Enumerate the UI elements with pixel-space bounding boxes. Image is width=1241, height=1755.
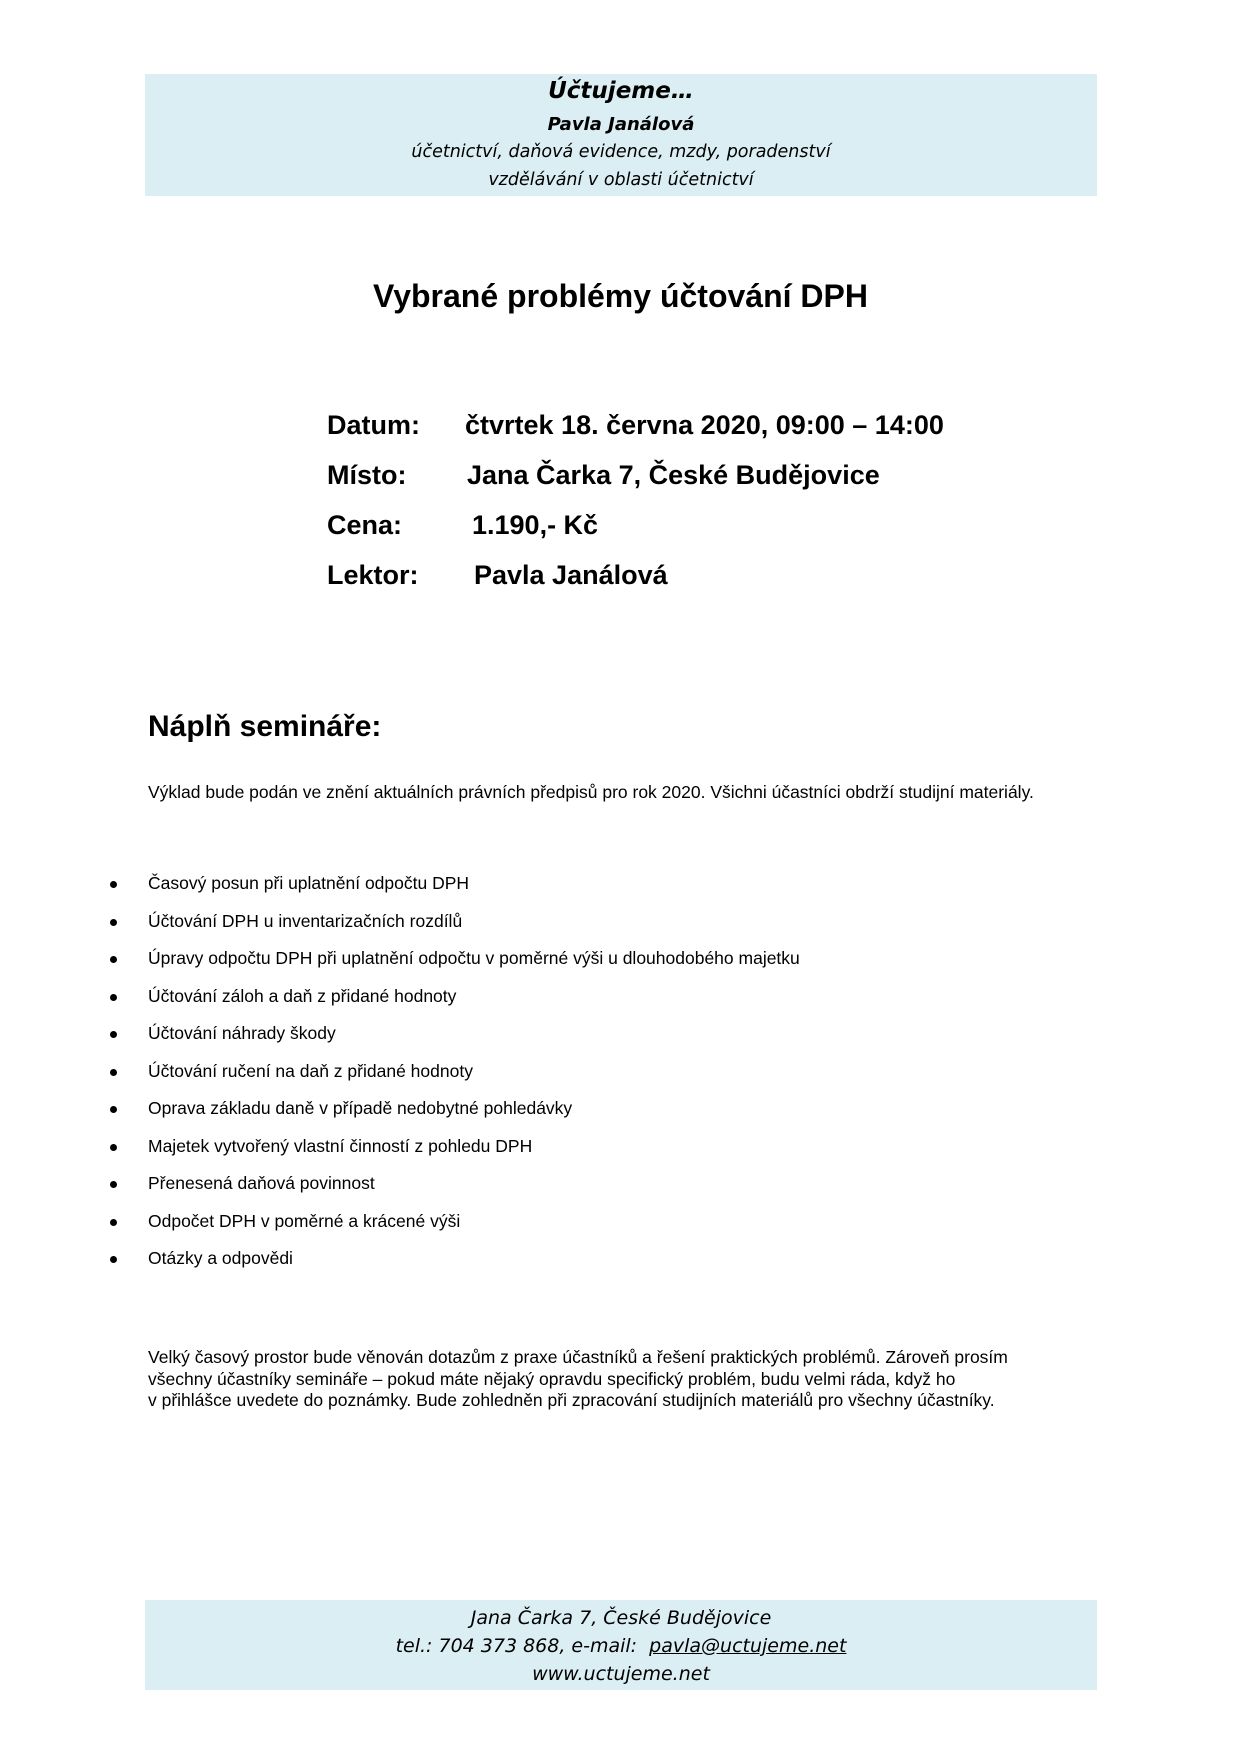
bullet-icon [110, 881, 117, 888]
list-item: Přenesená daňová povinnost [0, 1173, 1241, 1211]
list-item: Účtování záloh a daň z přidané hodnoty [0, 986, 1241, 1024]
intro-paragraph: Výklad bude podán ve znění aktuálních právních předpisů pro rok 2020. Všichni účastníci obdrží studijní materiály. [148, 782, 1034, 802]
bullet-icon [110, 994, 117, 1001]
footer-phone: tel.: 704 373 868, e-mail: [395, 1635, 650, 1657]
info-label: Cena: [327, 510, 403, 540]
section-heading: Náplň semináře: [148, 710, 382, 743]
closing-line: všechny účastníky semináře – pokud máte nějaký opravdu specifický problém, budu velmi ráda, když ho [148, 1368, 956, 1389]
footer-address: Jana Čarka 7, České Budějovice [470, 1607, 772, 1629]
bullet-icon [110, 1069, 117, 1076]
bullet-icon [110, 1219, 117, 1226]
website-link[interactable]: www.uctujeme.net [532, 1663, 710, 1685]
bullet-icon [110, 956, 117, 963]
info-value: Jana Čarka 7, České Budějovice [467, 460, 880, 490]
bullet-icon [110, 919, 117, 926]
info-label: Datum: [327, 410, 420, 440]
list-item: Odpočet DPH v poměrné a krácené výši [0, 1211, 1241, 1249]
footer-contact [145, 1635, 1097, 1657]
owner-name: Pavla Janálová [547, 114, 695, 135]
info-label: Místo: [327, 460, 407, 490]
closing-paragraph [148, 1347, 1008, 1412]
bullet-icon [110, 1181, 117, 1188]
info-value: čtvrtek 18. června 2020, 09:00 – 14:00 [465, 410, 944, 440]
list-item: Majetek vytvořený vlastní činností z pohledu DPH [0, 1136, 1241, 1174]
bullet-icon [110, 1144, 117, 1151]
bullet-icon [110, 1031, 117, 1038]
closing-line: v přihlášce uvedete do poznámky. Bude zohledněn při zpracování studijních materiálů pro všechny účastníky. [148, 1390, 995, 1410]
list-item: Účtování DPH u inventarizačních rozdílů [0, 911, 1241, 949]
list-item: Časový posun při uplatnění odpočtu DPH [0, 873, 1241, 911]
list-item: Úpravy odpočtu DPH při uplatnění odpočtu v poměrné výši u dlouhodobého majetku [0, 948, 1241, 986]
bullet-icon [110, 1106, 117, 1113]
brand-name: Účtujeme… [548, 78, 694, 104]
list-item: Otázky a odpovědi [0, 1248, 1241, 1286]
info-value: Pavla Janálová [474, 560, 668, 590]
services-line: účetnictví, daňová evidence, mzdy, poradenství [411, 142, 831, 162]
list-item: Účtování ručení na daň z přidané hodnoty [0, 1061, 1241, 1099]
list-item: Účtování náhrady škody [0, 1023, 1241, 1061]
info-value: 1.190,- Kč [472, 510, 599, 540]
closing-line: Velký časový prostor bude věnován dotazům z praxe účastníků a řešení praktických problémů. Zároveň prosím [148, 1347, 1008, 1367]
bullet-icon [110, 1256, 117, 1263]
page-title: Vybrané problémy účtování DPH [373, 278, 868, 314]
email-link[interactable]: pavla@uctujeme.net [649, 1635, 847, 1657]
header-band [145, 74, 1097, 196]
education-line: vzdělávání v oblasti účetnictví [488, 170, 754, 190]
topic-list [0, 873, 1241, 1286]
list-item: Oprava základu daně v případě nedobytné pohledávky [0, 1098, 1241, 1136]
footer-band [145, 1600, 1097, 1690]
info-label: Lektor: [327, 560, 419, 590]
